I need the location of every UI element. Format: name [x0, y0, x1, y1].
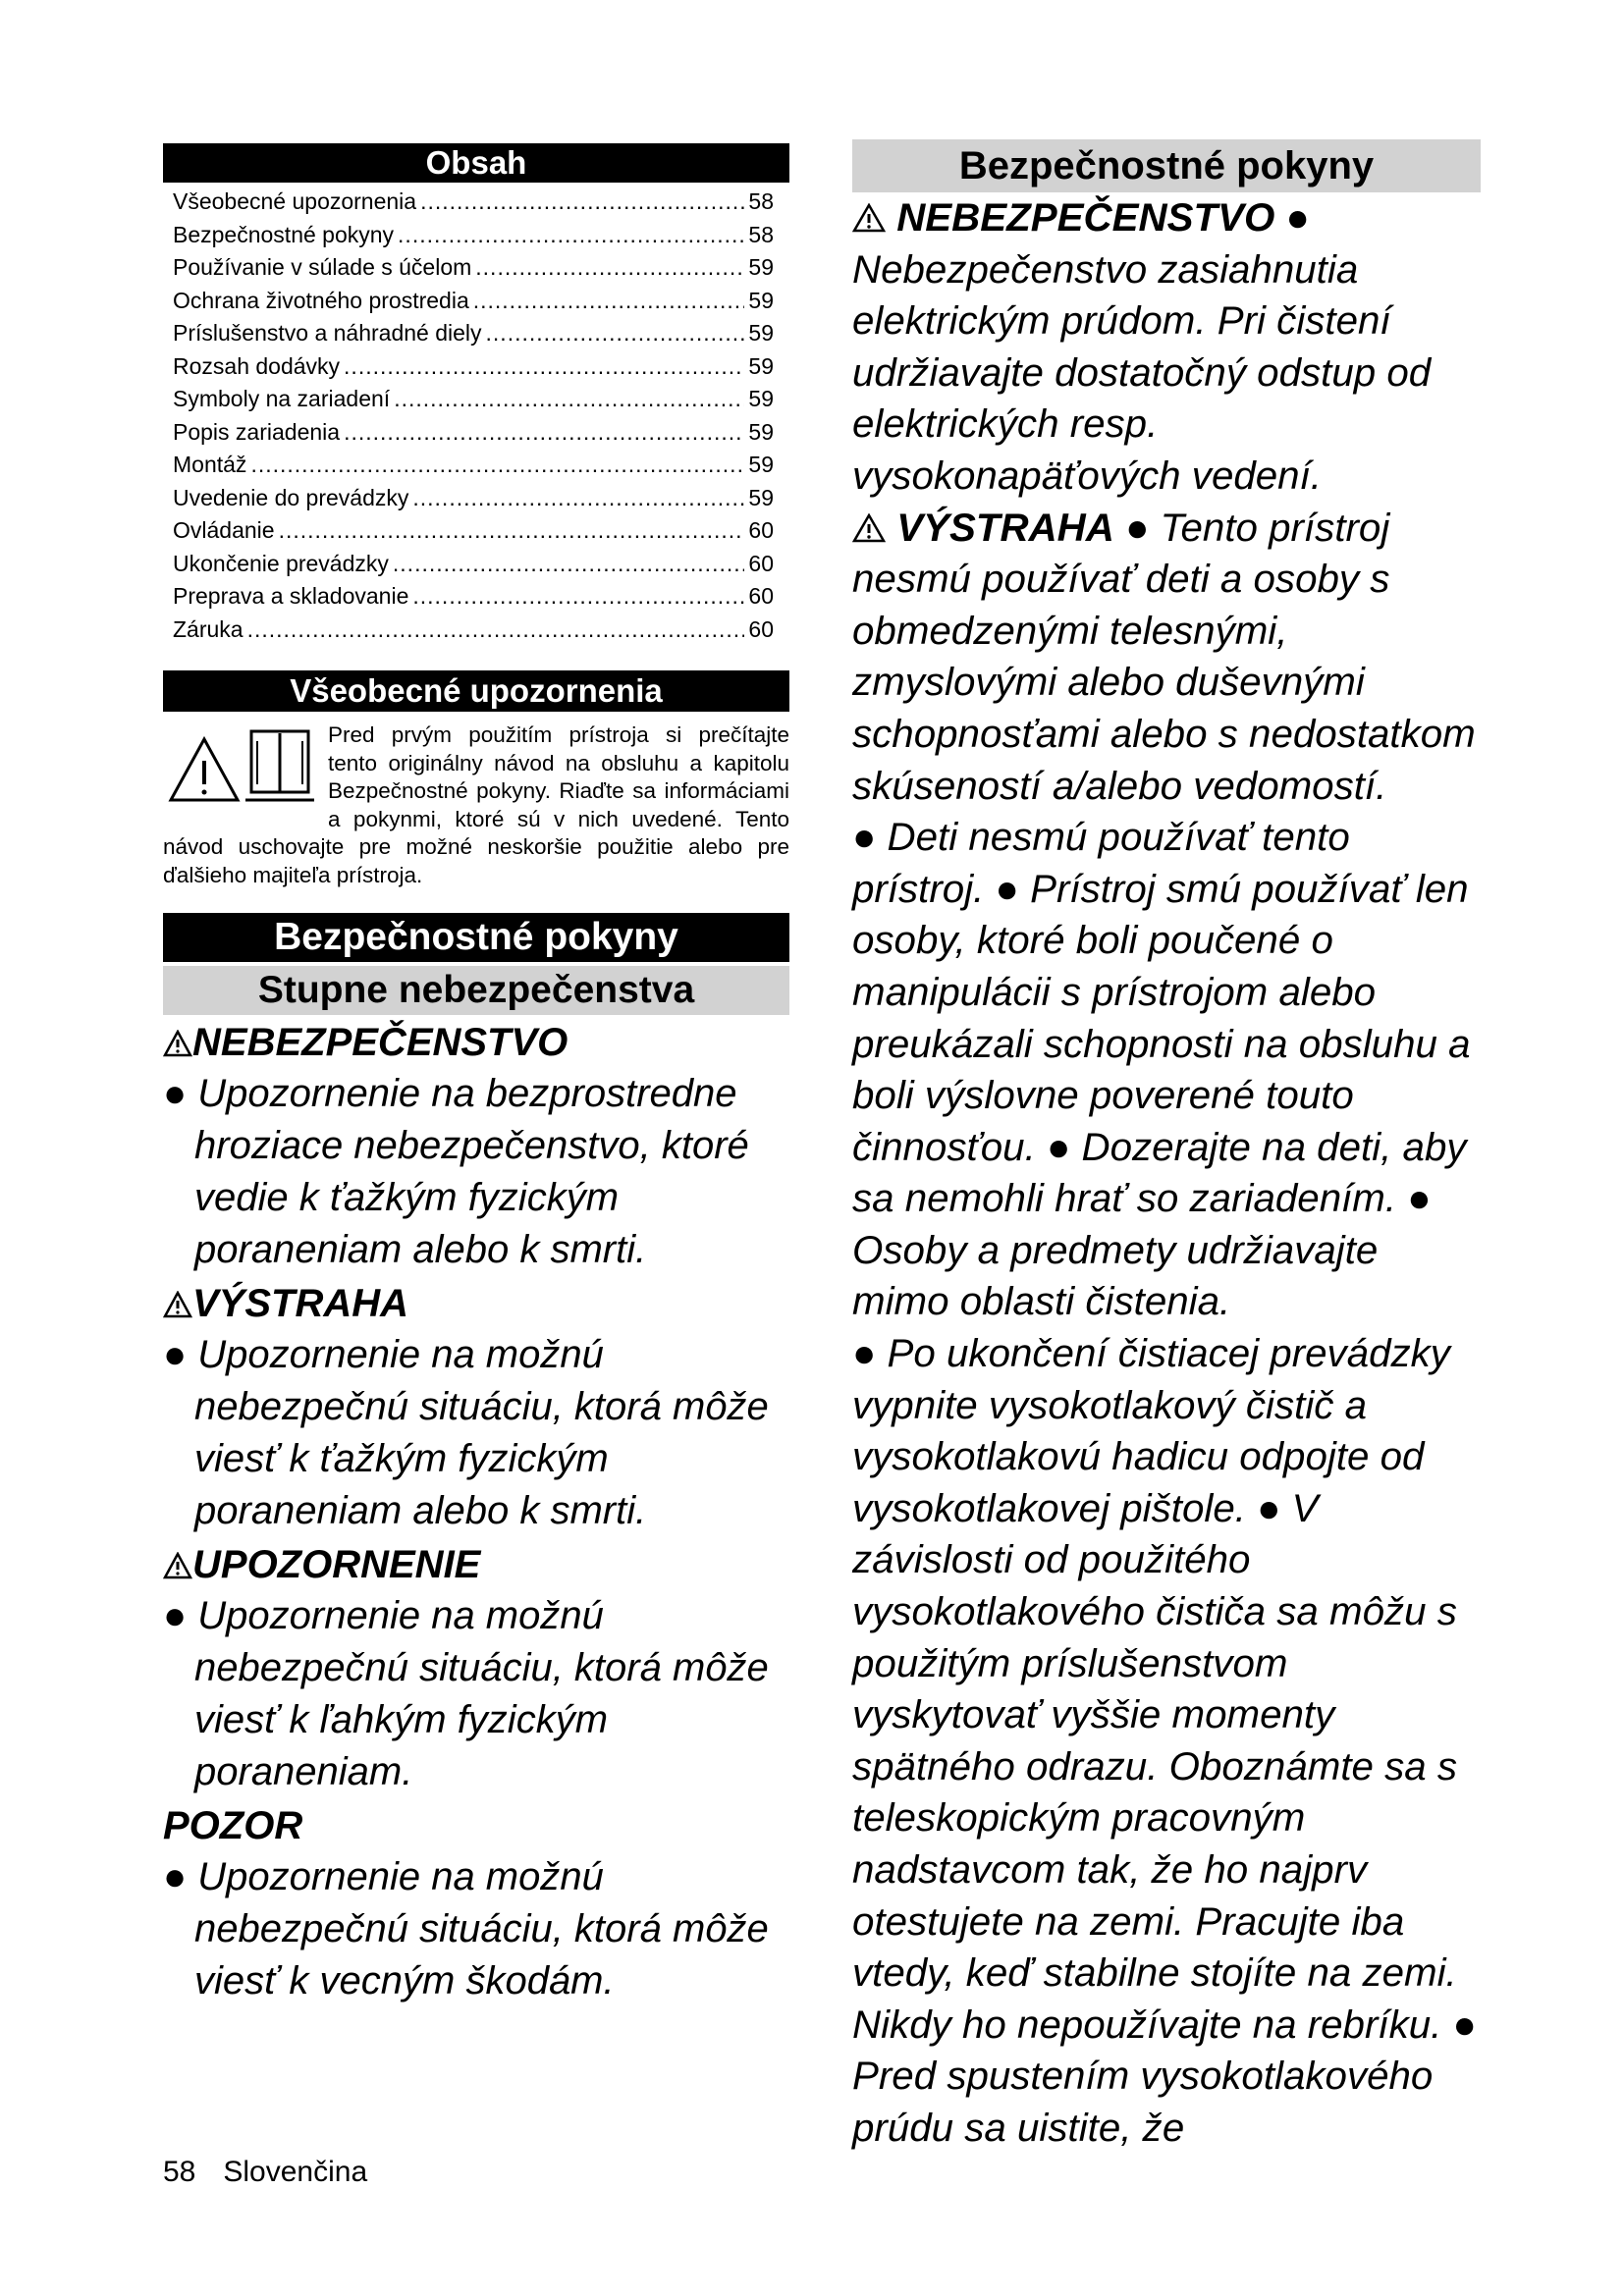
danger-levels [163, 1017, 789, 2007]
toc-page: 60 [748, 550, 774, 576]
danger-text: ● Nebezpečenstvo zasiahnutia elektrickým prúdom. Pri čistení udržiavajte dostatočný odstup od elektrických resp. vysokonapäťových vedení. [852, 195, 1432, 498]
danger-level-heading [163, 1539, 789, 1590]
toc-leader [420, 188, 744, 215]
general-notes-text: Pred prvým použitím prístroja si prečítajte tento originálny návod na obsluhu a kapitolu Bezpečnostné pokyny. Riaďte sa informáciami a pokynmi, ktoré sú v nich uvedené. Tento návod uschovajte pre možné neskoršie použitie alebo pre ďalšieho majiteľa prístroja. [163, 722, 789, 887]
toc-leader [279, 517, 745, 544]
toc-row [173, 353, 774, 387]
toc-label: Uvedenie do prevádzky [173, 484, 409, 510]
children-paragraph: ● Deti nesmú používať tento prístroj. ● Prístroj smú používať len osoby, ktoré boli poučené o manipulácii s prístrojom alebo preukázali schopnosti na obsluhu a boli výslovne poverené touto činnosťou. ● Dozerajte na deti, aby sa nemohli hrať so zariadením. ● Osoby a predmety udržiavajte mimo oblasti čistenia. [852, 815, 1471, 1324]
toc-page: 59 [748, 320, 774, 346]
toc-row [173, 517, 774, 551]
page-footer [163, 2156, 395, 2189]
toc-page: 59 [748, 386, 774, 411]
toc-leader [486, 320, 745, 347]
toc-row [173, 320, 774, 353]
danger-level-label: VÝSTRAHA [192, 1282, 409, 1325]
general-notes-title: Všeobecné upozornenia [163, 670, 789, 712]
toc-label: Záruka [173, 615, 244, 642]
toc-row [173, 583, 774, 616]
warning-and-manual-icon [163, 721, 320, 806]
danger-level-heading [163, 1278, 789, 1329]
toc-leader [412, 583, 744, 610]
toc-row [173, 254, 774, 288]
toc-page: 60 [748, 615, 774, 642]
toc-leader [398, 222, 744, 248]
toc-page: 59 [748, 352, 774, 379]
toc-row [173, 551, 774, 584]
toc-row [173, 452, 774, 485]
danger-level-label: UPOZORNENIE [192, 1543, 481, 1586]
toc-page: 59 [748, 254, 774, 280]
general-notes [163, 721, 789, 889]
toc-label: Ovládanie [173, 517, 275, 543]
toc-page: 59 [748, 287, 774, 313]
danger-level-heading [163, 1017, 789, 1068]
toc-row [173, 485, 774, 518]
toc-label: Popis zariadenia [173, 418, 341, 445]
danger-level-text: ● Upozornenie na bezprostredne hroziace nebezpečenstvo, ktoré vedie k ťažkým fyzickým poraneniam alebo k smrti. [163, 1072, 749, 1271]
warning-label: VÝSTRAHA [852, 506, 1114, 550]
toc-label: Používanie v súlade s účelom [173, 254, 472, 280]
toc-leader [250, 452, 744, 478]
danger-label: NEBEZPEČENSTVO [852, 195, 1274, 240]
toc-title: Obsah [163, 143, 789, 183]
left-column [163, 143, 789, 2007]
toc-leader [247, 616, 745, 643]
danger-level-text: ● Upozornenie na možnú nebezpečnú situáciu, ktorá môže viesť k vecným škodám. [163, 1855, 769, 2002]
warning-triangle-icon [852, 203, 886, 233]
warning-triangle-icon [163, 1291, 192, 1318]
toc-leader [344, 419, 744, 446]
toc-leader [475, 254, 744, 281]
warning-triangle-icon [852, 513, 886, 543]
toc-page: 60 [748, 517, 774, 543]
toc-label: Rozsah dodávky [173, 352, 341, 379]
toc-leader [344, 353, 744, 380]
toc-page: 59 [748, 452, 774, 477]
footer-language: Slovenčina [223, 2156, 368, 2188]
toc-page: 58 [748, 188, 774, 214]
safety-title: Bezpečnostné pokyny [163, 913, 789, 962]
danger-paragraph [852, 192, 1481, 503]
toc-leader [473, 288, 745, 314]
danger-level-heading [163, 1800, 789, 1851]
toc-leader [393, 551, 745, 577]
warning-triangle-icon [163, 1030, 192, 1057]
danger-levels-title: Stupne nebezpečenstva [163, 966, 789, 1015]
toc-row [173, 188, 774, 222]
toc-row [173, 222, 774, 255]
toc-label: Príslušenstvo a náhradné diely [173, 320, 482, 346]
danger-level-label: POZOR [163, 1804, 303, 1847]
toc-leader [394, 386, 744, 412]
toc-page: 60 [748, 583, 774, 609]
toc-row [173, 288, 774, 321]
toc-row [173, 419, 774, 453]
warning-paragraph [852, 503, 1481, 813]
warning-triangle-icon [163, 1552, 192, 1579]
toc-row [173, 386, 774, 419]
warning-text: ● Tento prístroj nesmú používať deti a osoby s obmedzenými telesnými, zmyslovými alebo duševnými schopnosťami alebo s nedostatkom skúseností a/alebo vedomostí. [852, 505, 1476, 808]
right-column [852, 139, 1481, 2155]
toc-row [173, 616, 774, 650]
danger-level-text: ● Upozornenie na možnú nebezpečnú situáciu, ktorá môže viesť k ťažkým fyzickým poraneniam alebo k smrti. [163, 1333, 769, 1532]
toc-label: Montáž [173, 452, 247, 477]
toc-label: Preprava a skladovanie [173, 583, 409, 609]
danger-level-text: ● Upozornenie na možnú nebezpečnú situáciu, ktorá môže viesť k ľahkým fyzickým poraneniam. [163, 1594, 769, 1793]
toc-page: 59 [748, 484, 774, 510]
toc-label: Bezpečnostné pokyny [173, 221, 395, 247]
general-icons [163, 721, 320, 806]
toc-page: 59 [748, 418, 774, 445]
toc-label: Ochrana životného prostredia [173, 287, 469, 313]
table-of-contents [173, 188, 774, 649]
page-number: 58 [163, 2156, 196, 2188]
toc-page: 58 [748, 221, 774, 247]
operation-paragraph: ● Po ukončení čistiacej prevádzky vypnite vysokotlakový čistič a vysokotlakovú hadicu odpojte od vysokotlakovej pištole. ● V závislosti od použitého vysokotlakového čističa sa môžu s použitým príslušenstvom vyskytovať vyššie momenty spätného odrazu. Oboznámte sa s teleskopickým pracovným nadstavcom tak, že ho najprv otestujete na zemi. Pracujte iba vtedy, keď stabilne stojíte na zemi. Nikdy ho nepoužívajte na rebríku. ● Pred spustením vysokotlakového prúdu sa uistite, že [852, 1331, 1477, 2150]
toc-leader [412, 485, 744, 511]
toc-label: Symboly na zariadení [173, 386, 391, 411]
danger-level-label: NEBEZPEČENSTVO [192, 1021, 568, 1064]
toc-label: Všeobecné upozornenia [173, 188, 417, 214]
toc-label: Ukončenie prevádzky [173, 550, 389, 576]
safety-title-right: Bezpečnostné pokyny [852, 139, 1481, 192]
